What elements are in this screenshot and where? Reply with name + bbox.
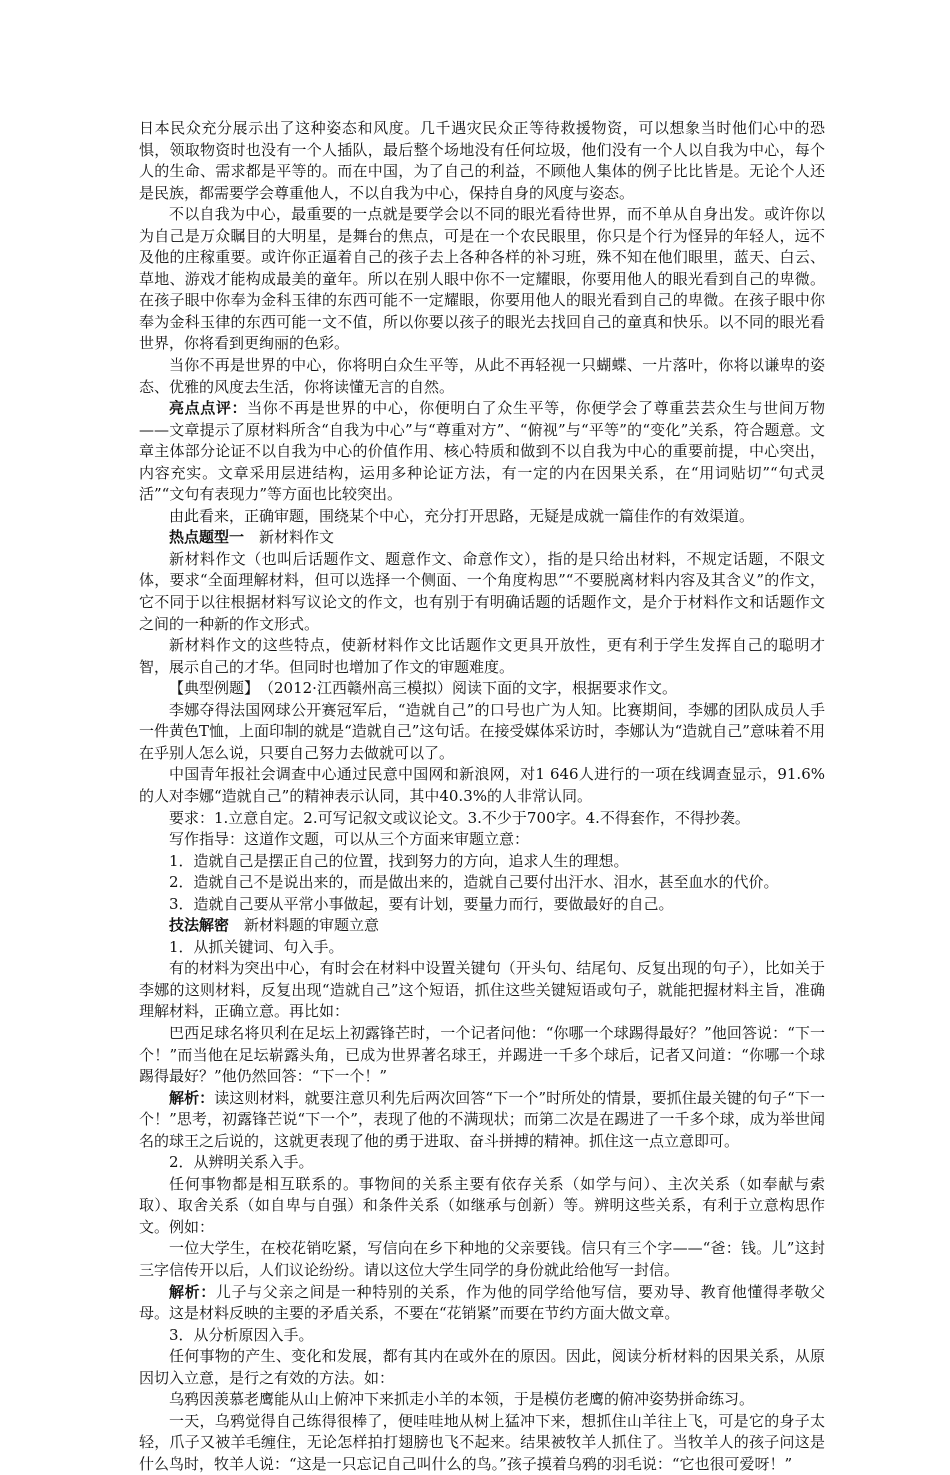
paragraph-24 [139,1238,825,1281]
analysis-2-text: 儿子与父亲之间是一种特别的关系，作为他的同学给他写信，要劝导、教育他懂得孝敬父母。这是材料反映的主要的矛盾关系，不要在“花销紧”而要在节约方面大做文章。 [139,1282,825,1323]
section-heading-technique [139,915,825,937]
paragraph-3-text: 当你不再是世界的中心，你将明白众生平等，从此不再轻视一只蝴蝶、一片落叶，你将以谦卑的姿态、优雅的风度去生活，你将读懂无言的自然。 [139,356,825,396]
writing-guide-text: 写作指导：这道作文题，可以从三个方面来审题立意： [169,830,530,849]
method-2-title [139,1152,825,1174]
section-heading-text: 新材料作文 [244,528,335,547]
method-1-title [139,937,825,959]
paragraph-11 [139,764,825,807]
paragraph-7 [139,549,825,635]
technique-heading-label: 技法解密 [169,916,230,935]
highlight-review-text: 当你不再是世界的中心，你便明白了众生平等，你便学会了尊重芸芸众生与世间万物——文章提示了原材料所含“自我为中心”与“尊重对方”、“俯视”与“平等”的“变化”关系，符合题意。文章主体部分论证不以自我为中心的价值作用、核心特质和做到不以自我为中心的重要前提，中心突出，内容充实。文章采用层进结构，运用多种论证方法，有一定的内在因果关系，在“用词贴切”“句式灵活”“文句有表现力”等方面也比较突出。 [139,399,825,504]
method-1-title-text: 1．从抓关键词、句入手。 [169,937,344,956]
paragraph-11-text: 中国青年报社会调查中心通过民意中国网和新浪网，对1 646人进行的一项在线调查显示，91.6%的人对李娜“造就自己”的精神表示认同，其中40.3%的人非常认同。 [139,765,825,805]
typical-example [139,678,825,700]
paragraph-5-text: 由此看来，正确审题，围绕某个中心，充分打开思路，无疑是成就一篇佳作的有效渠道。 [169,506,755,525]
paragraph-29-text: 一天，乌鸦觉得自己练得很棒了，便哇哇地从树上猛冲下来，想抓住山羊往上飞，可是它的身子太轻，爪子又被羊毛缠住，无论怎样拍打翅膀也飞不起来。结果被牧羊人抓住了。当牧羊人的孩子问这是什么鸟时，牧羊人说：“这是一只忘记自己叫什么的鸟。”孩子摸着乌鸦的羽毛说：“它也很可爱呀！” [139,1411,825,1473]
guide-point-3-text: 3．造就自己要从平常小事做起，要有计划，要量力而行，要做最好的自己。 [169,894,674,913]
guide-point-2 [139,872,825,894]
typical-example-text: 【典型例题】 （2012·江西赣州高三模拟）阅读下面的文字，根据要求作文。 [169,679,677,698]
paragraph-19-text: 有的材料为突出中心，有时会在材料中设置关键句（开头句、结尾句、反复出现的句子），比如关于李娜的这则材料，反复出现“造就自己”这个短语，抓住这些关键短语或句子，就能把握材料主旨，准确理解材料，正确立意。再比如： [139,959,825,1021]
paragraph-10 [139,700,825,765]
guide-point-1 [139,851,825,873]
paragraph-1-text: 日本民众充分展示出了这种姿态和风度。几千遇灾民众正等待救援物资，可以想象当时他们心中的恐惧，领取物资时也没有一个人插队，最后整个场地没有任何垃圾，他们没有一个人以自我为中心，每个人的生命、需求都是平等的。而在中国，为了自己的利益，不顾他人集体的例子比比皆是。无论个人还是民族，都需要学会尊重他人，不以自我为中心，保持自身的风度与姿态。 [139,119,825,202]
paragraph-23 [139,1174,825,1239]
paragraph-20-text: 巴西足球名将贝利在足坛上初露锋芒时，一个记者问他：“你哪一个球踢得最好？”他回答说：“下一个！”而当他在足坛崭露头角，已成为世界著名球王，并踢进一千多个球后，记者又问道：“你哪一个球踢得最好？”他仍然回答：“下一个！” [139,1023,825,1086]
paragraph-5 [139,506,825,528]
analysis-1 [139,1088,825,1153]
paragraph-28-text: 乌鸦因羡慕老鹰能从山上俯冲下来抓走小羊的本领，于是模仿老鹰的俯冲姿势拼命练习。 [169,1390,755,1409]
paragraph-7-text: 新材料作文（也叫后话题作文、题意作文、命意作文），指的是只给出材料，不规定话题，不限文体，要求“全面理解材料，但可以选择一个侧面、一个角度构思”“不要脱离材料内容及其含义”的作文，它不同于以往根据材料写议论文的作文，也有别于有明确话题的话题作文，是介于材料作文和话题作文之间的一种新的作文形式。 [139,549,825,633]
analysis-1-label: 解析： [169,1088,215,1107]
requirements [139,808,825,830]
paragraph-29 [139,1411,825,1475]
analysis-1-text: 读这则材料，就要注意贝利先后两次回答“下一个”时所处的情景，要抓住最关键的句子“下一个！”思考，初露锋芒说“下一个”，表现了他的不满现状；而第二次是在踢进了一千多个球，成为举世闻名的球王之后说的，这就更表现了他的勇于进取、奋斗拼搏的精神。抓住这一点立意即可。 [139,1088,825,1150]
highlight-review [139,398,825,506]
paragraph-28 [139,1389,825,1411]
paragraph-2-text: 不以自我为中心，最重要的一点就是要学会以不同的眼光看待世界，而不单从自身出发。或许你以为自己是万众瞩目的大明星，是舞台的焦点，可是在一个农民眼里，你只是个行为怪异的年轻人，远不及他的庄稼重要。或许你正逼着自己的孩子去上各种各样的补习班，殊不知在他们眼里，蓝天、白云、草地、游戏才能构成最美的童年。所以在别人眼中你不一定耀眼，你要用他人的眼光看到自己的卑微。在孩子眼中你奉为金科玉律的东西可能不一定耀眼，你要用他人的眼光看到自己的卑微。在孩子眼中你奉为金科玉律的东西可能一文不值，所以你要以孩子的眼光去找回自己的童真和快乐。以不同的眼光看世界，你将看到更绚丽的色彩。 [139,205,825,353]
paragraph-8-text: 新材料作文的这些特点，使新材料作文比话题作文更具开放性，更有利于学生发挥自己的聪明才智，展示自己的才华。但同时也增加了作文的审题难度。 [139,636,825,676]
technique-heading-text: 新材料题的审题立意 [229,916,380,935]
guide-point-2-text: 2．造就自己不是说出来的，而是做出来的，造就自己要付出汗水、泪水，甚至血水的代价。 [169,873,779,892]
paragraph-10-text: 李娜夺得法国网球公开赛冠军后，“造就自己”的口号也广为人知。比赛期间，李娜的团队成员人手一件黄色T恤，上面印制的就是“造就自己”这句话。在接受媒体采访时，李娜认为“造就自己”意味着不用在乎别人怎么说，只要自己努力去做就可以了。 [139,700,825,762]
paragraph-19 [139,958,825,1023]
guide-point-1-text: 1．造就自己是摆正自己的位置，找到努力的方向，追求人生的理想。 [169,851,629,870]
document-page [139,118,825,1475]
paragraph-27-text: 任何事物的产生、变化和发展，都有其内在或外在的原因。因此，阅读分析材料的因果关系，从原因切入立意，是行之有效的方法。如： [139,1347,825,1387]
section-heading-label: 热点题型一 [169,528,245,547]
paragraph-20 [139,1023,825,1088]
writing-guide [139,829,825,851]
section-heading-hot-topic [139,527,825,549]
paragraph-3 [139,355,825,398]
method-3-title [139,1325,825,1347]
paragraph-2 [139,204,825,355]
requirements-text: 要求：1.立意自定。2.可写记叙文或议论文。3.不少于700字。4.不得套作，不得抄袭。 [169,808,750,827]
paragraph-23-text: 任何事物都是相互联系的。事物间的关系主要有依存关系（如学与问）、主次关系（如奉献与索取）、取舍关系（如自卑与自强）和条件关系（如继承与创新）等。辨明这些关系，有利于立意构思作文。例如： [139,1174,825,1236]
paragraph-24-text: 一位大学生，在校花销吃紧，写信向在乡下种地的父亲要钱。信只有三个字——“爸：钱。儿”这封三字信传开以后，人们议论纷纷。请以这位大学生同学的身份就此给他写一封信。 [139,1239,825,1279]
highlight-review-label: 亮点点评： [169,399,248,418]
analysis-2 [139,1282,825,1325]
method-2-title-text: 2．从辨明关系入手。 [169,1153,314,1172]
paragraph-27 [139,1346,825,1389]
method-3-title-text: 3．从分析原因入手。 [169,1325,314,1344]
guide-point-3 [139,894,825,916]
paragraph-8 [139,635,825,678]
paragraph-1 [139,118,825,204]
analysis-2-label: 解析： [169,1282,216,1301]
